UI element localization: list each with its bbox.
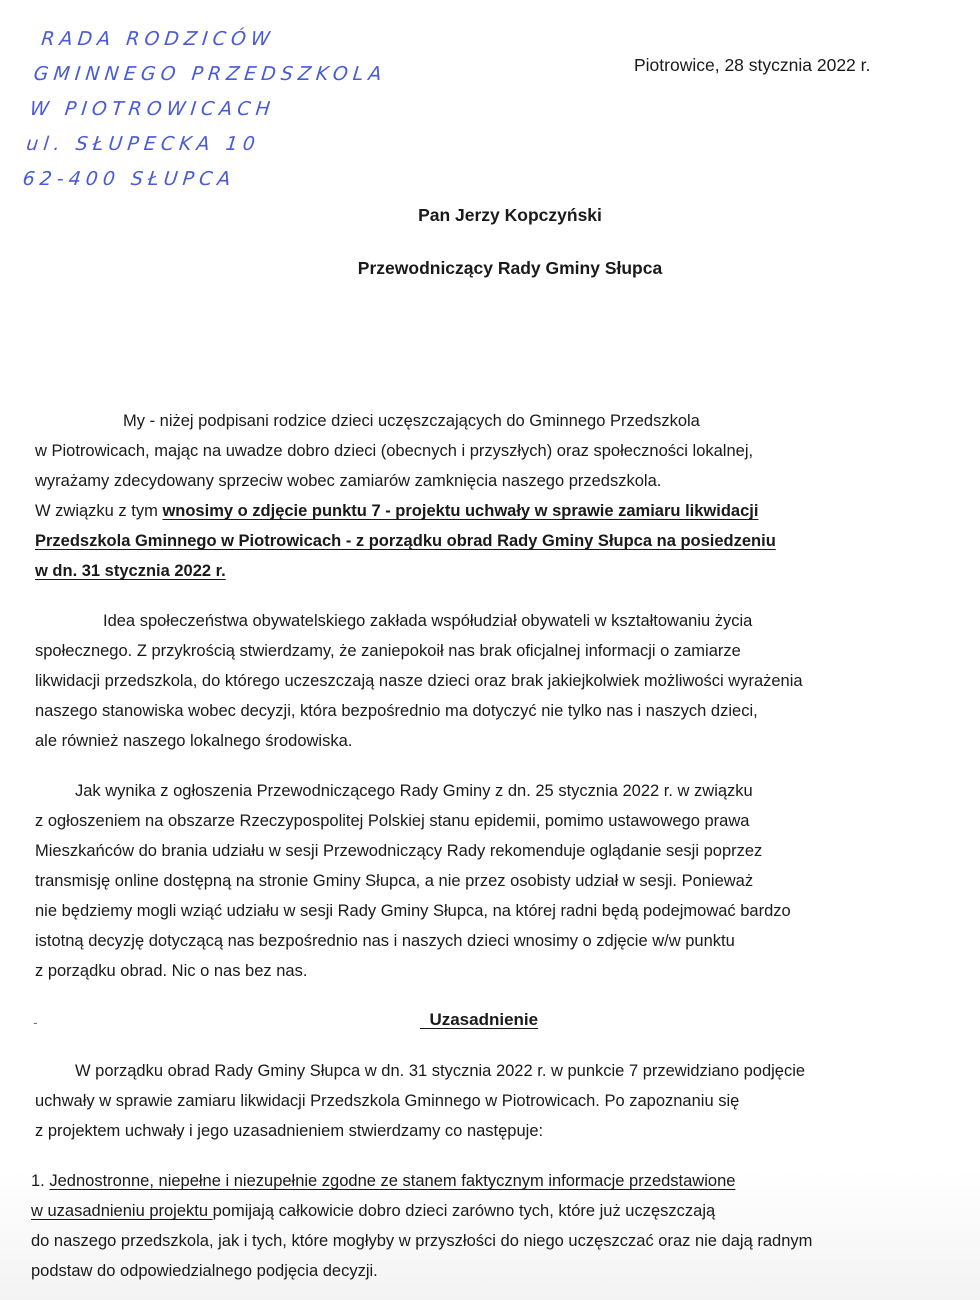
handwritten-line: ul. SŁUPECKA 10 <box>25 133 261 155</box>
text-line: do naszego przedszkola, jak i tych, które mogłyby w przyszłości do niego uczęszczać oraz nie dają radnym <box>31 1232 813 1250</box>
handwritten-sender-address <box>21 22 392 197</box>
section-heading: Uzasadnienie <box>420 1010 539 1029</box>
text-line: transmisję online dostępną na stronie Gminy Słupca, a nie przez osobisty udział w sesji. Ponieważ <box>35 872 754 890</box>
text-line: z porządku obrad. Nic o nas bez nas. <box>35 962 308 980</box>
text-line: z ogłoszeniem na obszarze Rzeczypospolitej Polskiej stanu epidemii, pomimo ustawowego prawa <box>35 812 750 830</box>
point-1 <box>31 1166 812 1286</box>
text-line: My - niżej podpisani rodzice dzieci uczęszczających do Gminnego Przedszkola <box>123 412 700 430</box>
text-line: społecznego. Z przykrością stwierdzamy, że zaniepokoił nas brak oficjalnej informacji o zamiarze <box>35 642 741 660</box>
handwritten-line: 62-400 SŁUPCA <box>21 168 237 190</box>
text-line: W porządku obrad Rady Gminy Słupca w dn. 31 stycznia 2022 r. w punkcie 7 przewidziano podjęcie <box>75 1062 806 1080</box>
handwritten-line: RADA RODZICÓW <box>40 28 276 50</box>
text-line: uchwały w sprawie zamiaru likwidacji Przedszkola Gminnego w Piotrowicach. Po zapoznaniu się <box>35 1092 740 1110</box>
text-line: nie będziemy mogli wziąć udziału w sesji Rady Gminy Słupca, na której radni będą podejmować bardzo <box>35 902 791 920</box>
text-span: pomijają całkowicie dobro dzieci zarówno tych, które już uczęszczają <box>212 1202 716 1220</box>
text-line: z projektem uchwały i jego uzasadnieniem stwierdzamy co następuje: <box>35 1122 544 1140</box>
request-highlight: w dn. 31 stycznia 2022 r. <box>35 562 226 580</box>
recipient-title: Przewodniczący Rady Gminy Słupca <box>357 258 663 278</box>
text-line <box>31 1196 812 1226</box>
request-highlight: Przedszkola Gminnego w Piotrowicach - z porządku obrad Rady Gminy Słupca na posiedzeniu <box>35 532 776 550</box>
text-line <box>35 496 776 526</box>
stray-mark: - <box>33 1014 38 1030</box>
paragraph-announcement <box>35 776 791 986</box>
point-number: 1. <box>31 1172 50 1190</box>
text-line: podstaw do odpowiedzialnego podjęcia decyzji. <box>31 1262 378 1280</box>
text-line: wyrażamy zdecydowany sprzeciw wobec zamiarów zamknięcia naszego przedszkola. <box>35 472 662 490</box>
paragraph-intro <box>35 406 776 586</box>
text-line: naszego stanowiska wobec decyzji, która bezpośrednio ma dotyczyć nie tylko nas i naszych dzieci, <box>35 702 758 720</box>
text-line: w Piotrowicach, mając na uwadze dobro dzieci (obecnych i przyszłych) oraz społeczności lokalnej, <box>35 442 754 460</box>
text-line: Jak wynika z ogłoszenia Przewodniczącego Rady Gminy z dn. 25 stycznia 2022 r. w związku <box>75 782 753 800</box>
text-line: likwidacji przedszkola, do którego uczeszczają nasze dzieci oraz brak jakiejkolwiek możliwości wyrażenia <box>35 672 803 690</box>
paragraph-civil-society <box>35 606 803 756</box>
text-line: istotną decyzję dotyczącą nas bezpośrednio nas i naszych dzieci wnosimy o zdjęcie w/w punktu <box>35 932 735 950</box>
text-span: W związku z tym <box>35 502 163 520</box>
handwritten-line: GMINNEGO PRZEDSZKOLA <box>32 63 388 85</box>
text-line: Idea społeczeństwa obywatelskiego zakłada współudział obywateli w kształtowaniu życia <box>103 612 753 630</box>
text-line: ale również naszego lokalnego środowiska. <box>35 732 353 750</box>
text-line <box>31 1166 812 1196</box>
text-line: Mieszkańców do brania udziału w sesji Przewodniczący Rady rekomenduje oglądanie sesji poprzez <box>35 842 763 860</box>
recipient-name: Pan Jerzy Kopczyński <box>418 205 602 225</box>
request-highlight: wnosimy o zdjęcie punktu 7 - projektu uchwały w sprawie zamiaru likwidacji <box>162 502 759 520</box>
paragraph-justification <box>35 1056 805 1146</box>
handwritten-line: W PIOTROWICACH <box>28 98 277 120</box>
underlined-text: Jednostronne, niepełne i niezupełnie zgodne ze stanem faktycznym informacje przedstawione <box>49 1172 736 1190</box>
place-date: Piotrowice, 28 stycznia 2022 r. <box>634 55 871 75</box>
underlined-text: w uzasadnieniu projektu <box>31 1202 213 1220</box>
